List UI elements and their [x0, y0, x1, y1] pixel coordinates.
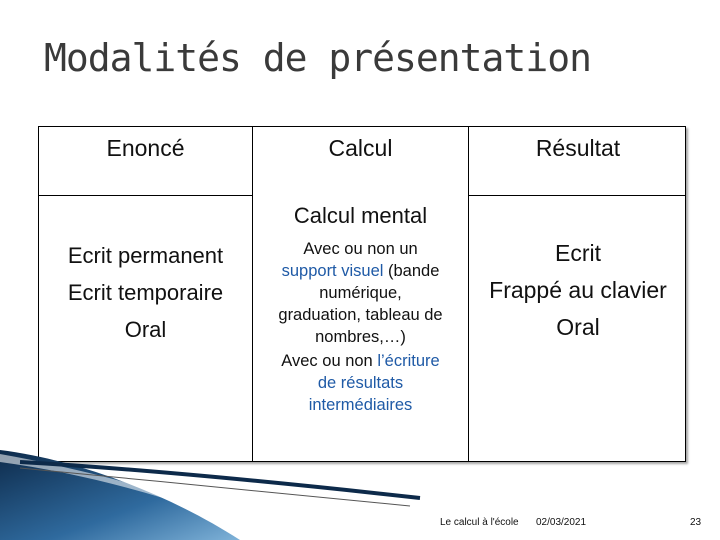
- header-enonce: Enoncé: [106, 135, 185, 161]
- calcul-description: [253, 238, 468, 416]
- calcul-line: nombres,…): [315, 328, 406, 346]
- header-calcul: Calcul: [328, 135, 393, 161]
- resultat-list: [469, 235, 687, 346]
- footer-date: 02/03/2021: [536, 517, 587, 528]
- row-divider: [468, 195, 685, 196]
- calcul-line: de résultats: [317, 374, 404, 392]
- footer-course: Le calcul à l'école: [440, 517, 519, 528]
- calcul-line: graduation, tableau de: [278, 306, 443, 324]
- calcul-line: intermédiaires: [308, 396, 413, 414]
- resultat-item: Ecrit: [555, 240, 601, 266]
- slide-title: Modalités de présentation: [44, 36, 591, 80]
- enonce-list: [39, 237, 252, 348]
- calcul-mental-heading: Calcul mental: [293, 203, 428, 228]
- row-divider: [39, 195, 252, 196]
- enonce-item: Ecrit temporaire: [67, 280, 224, 305]
- resultat-item: Oral: [556, 314, 600, 340]
- footer-page-number: 23: [690, 517, 702, 528]
- modalites-table: [38, 126, 686, 462]
- resultat-item: Frappé au clavier: [489, 277, 667, 303]
- calcul-line: Avec ou non l’écriture: [281, 352, 440, 370]
- calcul-line: support visuel (bande: [281, 262, 440, 280]
- enonce-item: Ecrit permanent: [67, 243, 224, 268]
- calcul-line: numérique,: [319, 284, 402, 302]
- enonce-item: Oral: [124, 317, 167, 342]
- header-resultat: Résultat: [535, 135, 621, 161]
- calcul-line: Avec ou non un: [303, 240, 418, 258]
- decorative-swoosh: [0, 440, 720, 540]
